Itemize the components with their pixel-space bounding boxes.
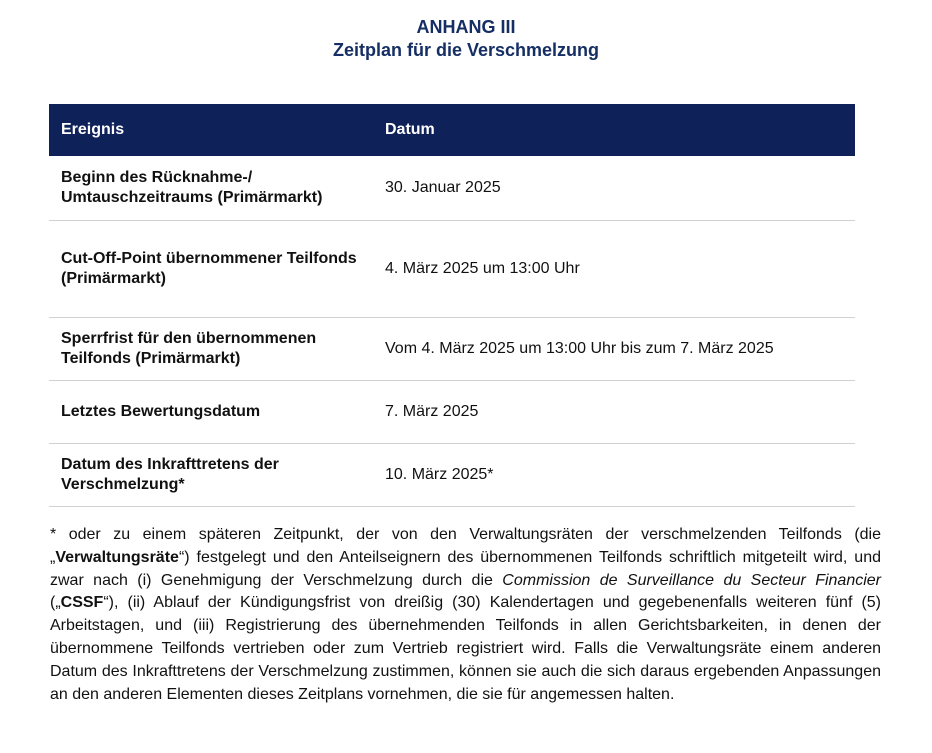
table-row — [49, 220, 855, 317]
footnote — [50, 524, 881, 706]
footnote-text: “) festgelegt und den Anteilseignern des übernommenen Teilfonds schriftlich mitgeteilt wird, und zwar nach (i) Genehmigung der Verschmelzung durch die — [50, 548, 881, 589]
regulator-name: Commission de Surveillance du Secteur Financier — [502, 571, 882, 589]
table-row — [49, 380, 855, 443]
date-cell: 10. März 2025* — [373, 443, 855, 506]
table-header-row — [49, 104, 855, 156]
column-header-date: Datum — [373, 104, 855, 156]
event-cell: Beginn des Rücknahme-/ Umtauschzeitraums (Primärmarkt) — [49, 156, 373, 220]
date-cell: Vom 4. März 2025 um 13:00 Uhr bis zum 7. März 2025 — [373, 317, 855, 380]
date-cell: 4. März 2025 um 13:00 Uhr — [373, 220, 855, 317]
footnote-text: („ — [50, 594, 61, 612]
table-row — [49, 317, 855, 380]
date-cell: 7. März 2025 — [373, 380, 855, 443]
page-title: Zeitplan für die Verschmelzung — [332, 40, 600, 60]
table-row — [49, 156, 855, 220]
event-cell: Cut-Off-Point übernommener Teilfonds (Primärmarkt) — [49, 220, 373, 317]
column-header-event: Ereignis — [49, 104, 373, 156]
defined-term-cssf: CSSF — [60, 594, 104, 612]
schedule-table — [49, 104, 855, 507]
annex-heading: ANHANG III — [416, 17, 516, 37]
footnote-text: “), (ii) Ablauf der Kündigungsfrist von dreißig (30) Kalendertagen und gegebenenfalls weiteren fünf (5) Arbeitstagen, und (iii) Registrierung des übernehmenden Teilfonds in allen Gerichtsbarkeiten, in denen der übernommene Teilfonds vertrieben oder zum Vertrieb registriert wird. Falls die Verwaltungsräte einem anderen Datum des Inkrafttretens der Verschmelzung zustimmen, können sie auch die sich daraus ergebenden Anpassungen an den anderen Elementen dieses Zeitplans vornehmen, die sie für angemessen halten. — [50, 594, 881, 703]
date-cell: 30. Januar 2025 — [373, 156, 855, 220]
footnote-text: * oder zu einem späteren Zeitpunkt, der von den Verwaltungsräten der verschmelzenden Teilfonds (die „ — [50, 526, 881, 566]
event-cell: Letztes Bewertungsdatum — [49, 380, 373, 443]
event-cell: Sperrfrist für den übernommenen Teilfonds (Primärmarkt) — [49, 317, 373, 380]
defined-term-verwaltungsraete: Verwaltungsräte — [55, 548, 179, 566]
event-cell: Datum des Inkrafttretens der Verschmelzung* — [49, 443, 373, 506]
table-row — [49, 443, 855, 506]
